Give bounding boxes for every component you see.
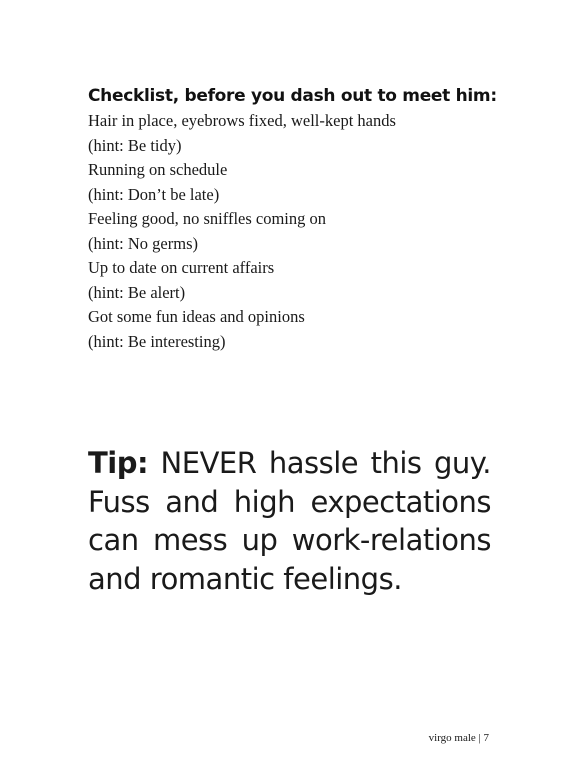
checklist-hint: (hint: Be alert)	[88, 282, 186, 302]
tip-callout	[88, 444, 491, 598]
checklist-item: Got some fun ideas and opinions	[88, 307, 305, 326]
tip-text: NEVER hassle this guy. Fuss and high expectations can mess up work-relations and romantic feelings.	[88, 446, 491, 596]
checklist-hint: (hint: No germs)	[88, 233, 198, 253]
checklist-lines	[88, 109, 508, 354]
checklist-hint: (hint: Be tidy)	[88, 135, 182, 155]
footer-separator: |	[475, 732, 484, 744]
checklist-item: Hair in place, eyebrows fixed, well-kept hands	[88, 111, 396, 130]
checklist-title: Checklist, before you dash out to meet him:	[88, 86, 497, 106]
running-title: virgo male	[428, 732, 476, 744]
checklist-item: Up to date on current affairs	[88, 258, 275, 277]
checklist-item: Running on schedule	[88, 160, 228, 179]
checklist-item: Feeling good, no sniffles coming on	[88, 209, 327, 228]
page-number: 7	[483, 732, 489, 744]
checklist-hint: (hint: Don’t be late)	[88, 184, 220, 204]
tip-label: Tip:	[88, 446, 149, 480]
checklist-section	[88, 84, 508, 354]
checklist-hint: (hint: Be interesting)	[88, 331, 226, 351]
page-footer	[429, 731, 489, 745]
